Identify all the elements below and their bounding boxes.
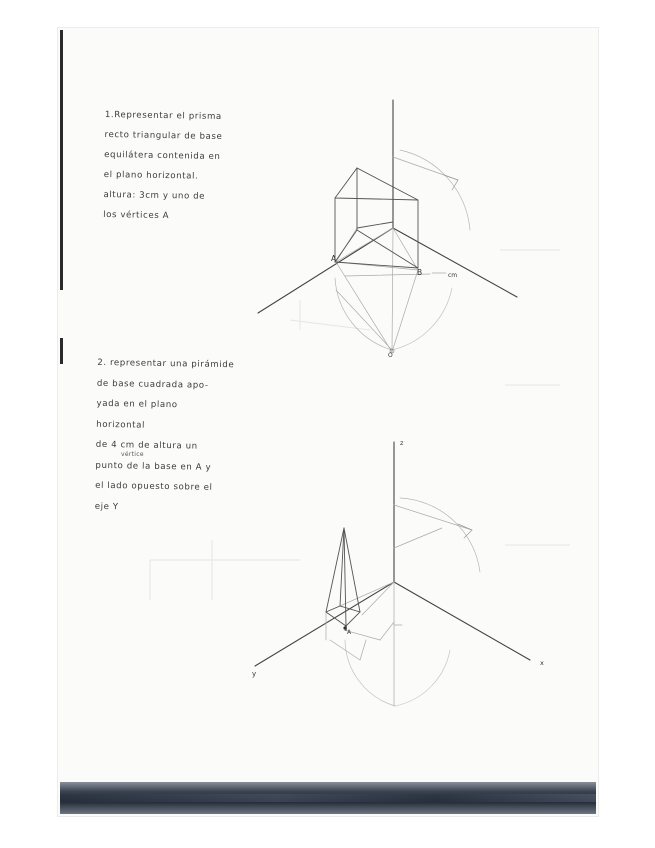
- pyramid-axis-x-label: x: [540, 659, 544, 667]
- construction-arc: [345, 640, 395, 706]
- exercise-1-line: 1.Representar el prisma: [104, 109, 222, 123]
- exercise-2-line: de base cuadrada apo-: [96, 378, 209, 391]
- pyramid-axis-y-label: y: [252, 670, 257, 678]
- prism-origin-mark: O: [388, 352, 393, 359]
- prism-axis-y: [258, 228, 393, 313]
- construction-arc: [395, 650, 450, 706]
- pyramid-diagram: [255, 442, 530, 706]
- scan-bottom-strip: [60, 782, 596, 814]
- exercise-2-line: eje Y: [94, 501, 119, 512]
- exercise-1-line: el plano horizontal.: [103, 169, 199, 182]
- exercise-2-line: punto de la base en A y: [95, 460, 212, 473]
- construction-arc: [392, 288, 452, 350]
- exercise-1-line: altura: 3cm y uno de: [103, 189, 206, 202]
- exercise-2-line: yada en el plano: [96, 398, 178, 411]
- exercise-2-line: de 4 cm de altura un: [95, 439, 198, 452]
- exercise-2-line: horizontal: [96, 419, 146, 431]
- exercise-2-line: el lado opuesto sobre el: [95, 480, 213, 493]
- exercise-2-line: 2. representar una pirámide: [97, 357, 235, 371]
- construction-arc: [335, 278, 392, 350]
- prism-axis-x: [393, 228, 517, 297]
- show-through-marks: [150, 250, 570, 600]
- pyramid-axis-y: [255, 582, 394, 666]
- pyramid-axis-x: [394, 582, 530, 660]
- prism-cm-mark: cm: [448, 272, 458, 279]
- prism-vertex-b-label: B: [417, 268, 423, 277]
- construction-arc: [400, 498, 480, 572]
- insert-note-vertice: vértice: [121, 451, 144, 458]
- pyramid-axis-z-label: z: [400, 439, 404, 447]
- prism-diagram: [258, 100, 517, 353]
- prism-vertex-a-label: A: [331, 254, 337, 263]
- exercise-1-line: equilátera contenida en: [104, 149, 221, 163]
- exercise-1-line: recto triangular de base: [104, 129, 223, 143]
- pyramid-vertex-a-label: A: [347, 629, 352, 636]
- construction-arc: [400, 150, 470, 230]
- exercise-1-line: los vértices A: [103, 209, 170, 222]
